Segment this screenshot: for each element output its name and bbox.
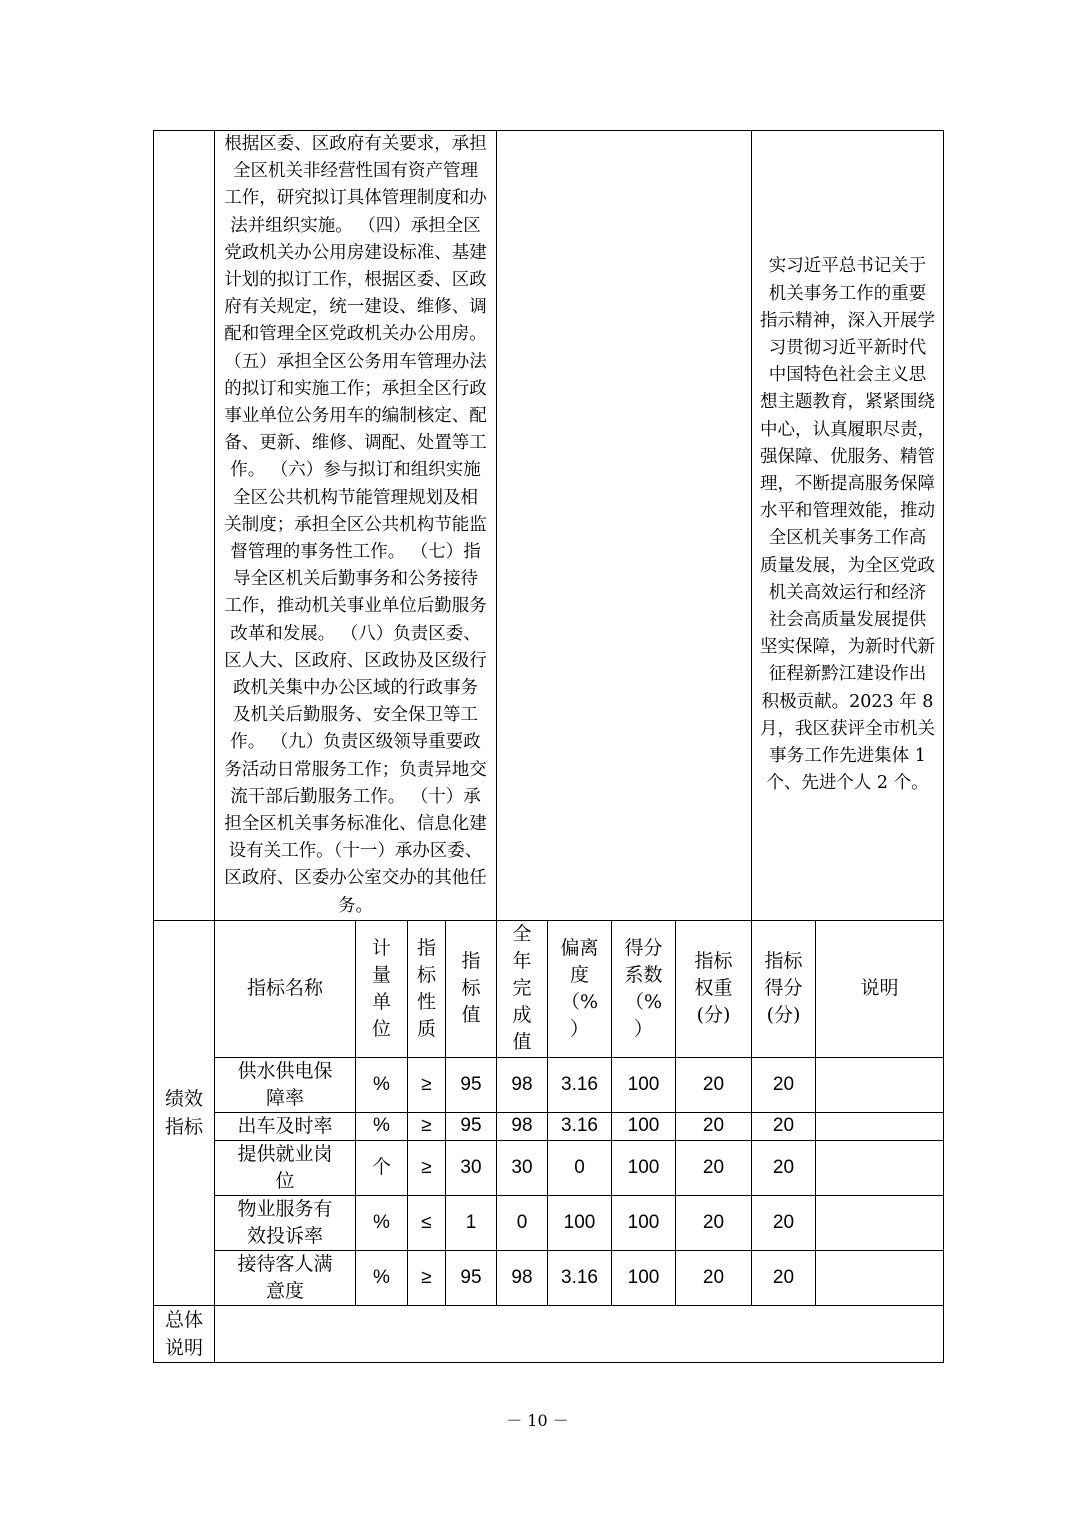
text-line: 备、更新、维修、调配、处置等工	[224, 433, 487, 454]
indicator-note	[816, 1250, 944, 1305]
text-line: 质量发展，为全区党政	[760, 555, 935, 576]
text-line: 全区机关事务工作高	[768, 528, 927, 549]
text-line: 流干部后勤服务工作。 （十）承	[230, 786, 481, 807]
text-line: 全区机关非经营性国有资产管理	[233, 161, 478, 182]
text-line: 关制度；承担全区公共机构节能监	[224, 514, 487, 535]
text-line: 想主题教育，紧紧围绕	[760, 392, 935, 413]
text-line: 完	[512, 977, 532, 1000]
indicator-weight: 20	[676, 1250, 752, 1305]
indicator-score-coefficient: 100	[612, 1250, 676, 1305]
performance-table-sheet	[153, 130, 944, 1363]
achievements-cell	[752, 131, 944, 921]
text-line: 意度	[265, 1279, 304, 1302]
text-line: 工作，推动机关事业单位后勤服务	[224, 596, 487, 617]
indicator-actual-value: 98	[497, 1112, 548, 1140]
overall-label	[154, 1305, 215, 1362]
text-line: 督管理的事务性工作。 （七）指	[230, 542, 481, 563]
text-line: 配和管理全区党政机关办公用房。	[224, 324, 487, 345]
achievements-text	[752, 253, 943, 797]
duties-row	[154, 131, 944, 921]
indicator-deviation: 0	[548, 1140, 612, 1195]
text-line: 度	[569, 963, 589, 986]
text-line: 机关高效运行和经济	[768, 582, 927, 603]
header-unit	[356, 920, 408, 1057]
indicator-unit: 个	[356, 1140, 408, 1195]
indicator-note	[816, 1140, 944, 1195]
text-line: 区人大、区政府、区政协及区级行	[224, 650, 487, 671]
text-line: 中国特色社会主义思	[768, 365, 927, 386]
text-line: 区政府、区委办公室交办的其他任	[224, 868, 487, 889]
text-line: （%	[560, 990, 599, 1013]
text-line: 的拟订和实施工作；承担全区行政	[224, 378, 487, 399]
indicator-deviation: 3.16	[548, 1112, 612, 1140]
text-line: 效投诉率	[246, 1224, 323, 1247]
indicator-unit: %	[356, 1250, 408, 1305]
header-nature	[408, 920, 446, 1057]
text-line: 月，我区获评全市机关	[760, 718, 935, 739]
text-line: 坚实保障，为新时代新	[760, 637, 935, 658]
indicator-score-coefficient: 100	[612, 1140, 676, 1195]
indicator-deviation: 3.16	[548, 1250, 612, 1305]
indicator-score: 20	[752, 1057, 816, 1112]
text-line: 偏离	[560, 936, 599, 959]
performance-label	[154, 920, 215, 1305]
indicator-score-coefficient: 100	[612, 1195, 676, 1250]
text-line: 及机关后勤服务、安全保卫等工	[233, 705, 478, 726]
indicator-nature: ≥	[408, 1112, 446, 1140]
indicator-score: 20	[752, 1195, 816, 1250]
overall-row	[154, 1305, 944, 1362]
text-line: 强保障、优服务、精管	[760, 446, 935, 467]
indicator-actual-value: 98	[497, 1250, 548, 1305]
indicator-score-coefficient: 100	[612, 1112, 676, 1140]
indicator-unit: %	[356, 1195, 408, 1250]
text-line: 务。	[338, 895, 373, 916]
text-line: 总体	[164, 1308, 203, 1331]
text-line: 标	[461, 977, 481, 1000]
text-line: 担全区机关事务标准化、信息化建	[224, 814, 487, 835]
text-line: 值	[461, 1004, 481, 1027]
text-line: 改革和发展。 （八）负责区委、	[230, 623, 481, 644]
text-line: 得分	[624, 936, 663, 959]
text-line: 质	[416, 1017, 436, 1040]
text-line: 指标	[764, 950, 803, 973]
indicator-nature: ≥	[408, 1140, 446, 1195]
text-line: 指	[461, 950, 481, 973]
text-line: 习贯彻习近平新时代	[768, 338, 927, 359]
header-note	[816, 920, 944, 1057]
indicator-actual-value: 98	[497, 1057, 548, 1112]
text-line: 实习近平总书记关于	[768, 256, 927, 277]
text-line: 指示精神，深入开展学	[760, 310, 935, 331]
text-line: 说明	[860, 977, 899, 1000]
header-actual-value	[497, 920, 548, 1057]
text-line: 位	[275, 1169, 295, 1192]
indicator-row	[154, 1140, 944, 1195]
text-line: 社会高质量发展提供	[768, 610, 927, 631]
header-score-coefficient	[612, 920, 676, 1057]
text-line: 提供就业岗	[237, 1142, 333, 1165]
header-target-value	[446, 920, 497, 1057]
text-line: 绩效	[164, 1087, 203, 1110]
text-line: 导全区机关后勤事务和公务接待	[233, 569, 478, 590]
text-line: 理，不断提高服务保障	[760, 474, 935, 495]
text-line: 出车及时率	[237, 1114, 333, 1137]
indicator-weight: 20	[676, 1195, 752, 1250]
duties-text	[215, 131, 496, 920]
text-line: 作。 （九）负责区级领导重要政	[230, 732, 481, 753]
overall-note	[215, 1305, 944, 1362]
indicator-actual-value: 30	[497, 1140, 548, 1195]
text-line: 计	[371, 936, 391, 959]
text-line: （%	[624, 990, 663, 1013]
indicator-name	[215, 1112, 356, 1140]
indicator-nature: ≥	[408, 1057, 446, 1112]
indicator-row	[154, 1195, 944, 1250]
text-line: 指	[416, 936, 436, 959]
indicator-score: 20	[752, 1112, 816, 1140]
indicator-deviation: 100	[548, 1195, 612, 1250]
text-line: 根据区委、区政府有关要求，承担	[224, 134, 487, 154]
page-number: － 10 －	[506, 1411, 569, 1430]
header-indicator-name	[215, 920, 356, 1057]
text-line: 法并组织实施。 （四）承担全区	[230, 215, 481, 236]
text-line: (分)	[696, 1004, 731, 1027]
text-line: 工作，研究拟订具体管理制度和办	[224, 188, 487, 209]
indicator-weight: 20	[676, 1112, 752, 1140]
duties-cell	[215, 131, 497, 921]
indicator-score: 20	[752, 1250, 816, 1305]
indicator-target-value: 1	[446, 1195, 497, 1250]
text-line: 标	[416, 963, 436, 986]
text-line: 事业单位公务用车的编制核定、配	[224, 406, 487, 427]
text-line: 值	[512, 1031, 532, 1054]
indicator-row	[154, 1250, 944, 1305]
text-line: 得分	[764, 977, 803, 1000]
text-line: 事务工作先进集体 1	[769, 746, 926, 767]
indicator-target-value: 95	[446, 1057, 497, 1112]
text-line: 征程新黔江建设作出	[768, 664, 927, 685]
text-line: 全区公共机构节能管理规划及相	[233, 487, 478, 508]
text-line: 设有关工作。（十一）承办区委、	[228, 841, 483, 862]
indicator-weight: 20	[676, 1140, 752, 1195]
indicator-actual-value: 0	[497, 1195, 548, 1250]
text-line: 机关事务工作的重要	[768, 283, 927, 304]
text-line: 府有关规定，统一建设、维修、调	[224, 297, 487, 318]
indicator-deviation: 3.16	[548, 1057, 612, 1112]
indicator-row	[154, 1057, 944, 1112]
header-weight	[676, 920, 752, 1057]
indicator-nature: ≤	[408, 1195, 446, 1250]
text-line: 单	[371, 990, 391, 1013]
text-line: 性	[416, 990, 436, 1013]
text-line: 中心，认真履职尽责，	[760, 419, 935, 440]
performance-table	[153, 130, 944, 1363]
indicator-score-coefficient: 100	[612, 1057, 676, 1112]
indicator-unit: %	[356, 1057, 408, 1112]
text-line: 供水供电保	[237, 1059, 333, 1082]
text-line: (分)	[766, 1004, 801, 1027]
text-line: 成	[512, 1004, 532, 1027]
indicator-name	[215, 1195, 356, 1250]
text-line: 年	[512, 950, 532, 973]
indicator-header-row	[154, 920, 944, 1057]
text-line: 权重	[694, 977, 733, 1000]
text-line: 说明	[164, 1336, 203, 1359]
text-line: 水平和管理效能，推动	[760, 501, 935, 522]
indicator-unit: %	[356, 1112, 408, 1140]
indicator-name	[215, 1057, 356, 1112]
text-line: 物业服务有	[237, 1197, 333, 1220]
indicator-name	[215, 1140, 356, 1195]
text-line: 指标	[694, 950, 733, 973]
indicator-note	[816, 1195, 944, 1250]
indicator-weight: 20	[676, 1057, 752, 1112]
text-line: 障率	[265, 1086, 304, 1109]
text-line: 系数	[624, 963, 663, 986]
header-deviation	[548, 920, 612, 1057]
text-line: 全	[512, 923, 532, 946]
indicator-target-value: 30	[446, 1140, 497, 1195]
text-line: 接待客人满	[237, 1252, 333, 1275]
text-line: 量	[371, 963, 391, 986]
text-line: 政机关集中办公区域的行政事务	[233, 678, 478, 699]
text-line: （五）承担全区公务用车管理办法	[224, 351, 487, 372]
indicator-note	[816, 1057, 944, 1112]
text-line: 指标	[164, 1115, 203, 1138]
indicator-target-value: 95	[446, 1112, 497, 1140]
text-line: 计划的拟订工作，根据区委、区政	[224, 270, 487, 291]
text-line: 务活动日常服务工作；负责异地交	[224, 759, 487, 780]
empty-label-cell	[154, 131, 215, 921]
text-line: ）	[633, 1017, 653, 1040]
header-score	[752, 920, 816, 1057]
indicator-row	[154, 1112, 944, 1140]
indicator-note	[816, 1112, 944, 1140]
text-line: 党政机关办公用房建设标准、基建	[224, 242, 487, 263]
indicator-score: 20	[752, 1140, 816, 1195]
text-line: ）	[569, 1017, 589, 1040]
indicator-name	[215, 1250, 356, 1305]
empty-middle-cell	[497, 131, 752, 921]
text-line: 作。 （六）参与拟订和组织实施	[230, 460, 481, 481]
indicator-nature: ≥	[408, 1250, 446, 1305]
indicator-target-value: 95	[446, 1250, 497, 1305]
text-line: 个、先进个人 2 个。	[766, 773, 929, 794]
text-line: 位	[371, 1017, 391, 1040]
text-line: 积极贡献。2023 年 8	[761, 691, 934, 712]
text-line: 指标名称	[246, 977, 323, 1000]
